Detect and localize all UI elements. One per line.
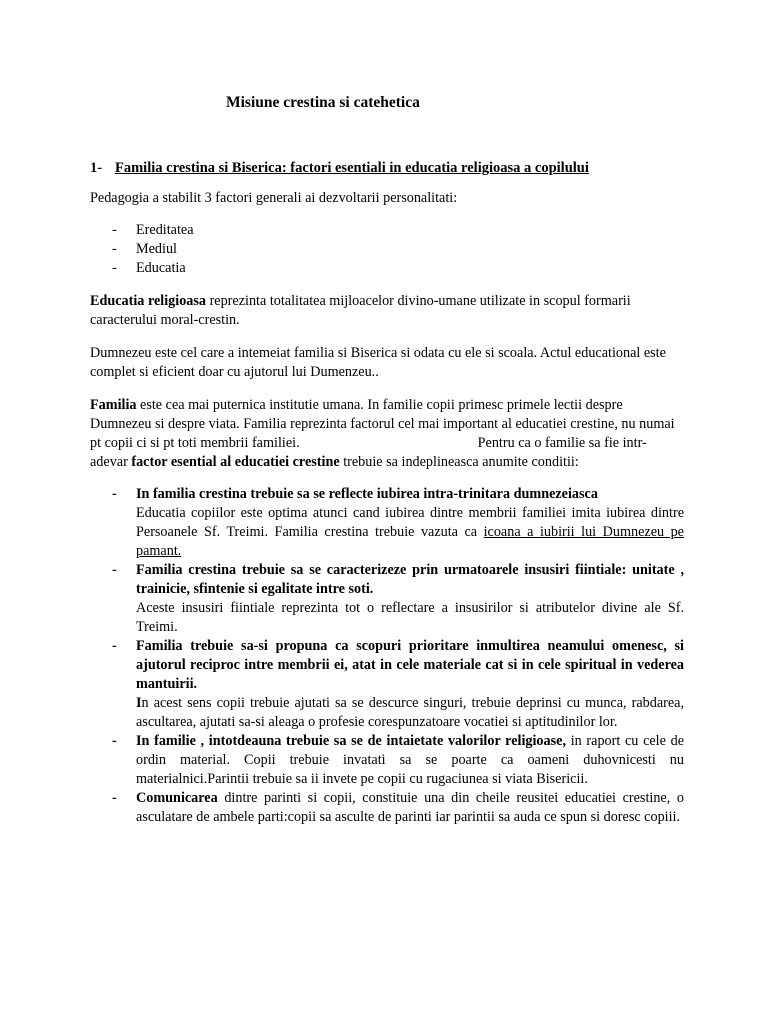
section-heading [90, 159, 684, 178]
list-item [90, 637, 684, 732]
factors-list [90, 221, 684, 278]
paragraph-text: reprezinta totalitatea mijloacelor divino-umane utilizate in scopul formarii caracterului moral-crestin. [90, 293, 631, 328]
condition-heading: - Familia trebuie sa-si propuna ca scopuri prioritare inmultirea neamului omenesc, si ajutorul reciproc intre membrii ei, atat in cele materiale cat si in cele spiritual in vederea mantuirii. [136, 638, 684, 692]
paragraph-bold-term: Educatia religioasa [90, 293, 207, 309]
paragraph-familia [90, 396, 684, 472]
document-title: Misiune crestina si catehetica [226, 94, 420, 111]
list-item: - Educatia [90, 259, 684, 278]
list-item [90, 732, 684, 789]
paragraph-dumnezeu: Dumnezeu este cel care a intemeiat familia si Biserica si odata cu ele si scoala. Actul educational este complet si eficient doar cu ajutorul lui Dumenzeu.. [90, 345, 666, 380]
paragraph-text: este cea mai puternica institutie umana. In familie copii primesc primele lectii despre Dumnezeu si despre viata. Familia reprezinta factorul cel mai important al educatiei crestine, nu numai pt copii ci si pt toti membrii familiei. [90, 397, 675, 451]
paragraph-text: trebuie sa indeplineasca anumite conditii: [339, 454, 579, 470]
condition-text: in raport cu cele de ordin material. Copii trebuie invatati sa se poarte ca oameni duhovnicesti nu materialnici.Parintii trebuie sa ii invete pe copii cu rugaciunea si viata Bisericii. [136, 733, 685, 787]
condition-text: Aceste insusiri fiintiale reprezinta tot o reflectare a insusirilor si atributelor divine ale Sf. Treimi. [136, 600, 684, 635]
section-heading-text: Familia crestina si Biserica: factori esentiali in educatia religioasa a copilului [115, 160, 589, 176]
condition-heading: In familie , intotdeauna trebuie sa se de intaietate valorilor religioase, [136, 733, 566, 749]
paragraph-text: Pentru ca o familie sa fie intr-adevar [90, 435, 647, 470]
condition-heading: Comunicarea [136, 790, 218, 806]
list-item [90, 561, 684, 637]
list-item [90, 485, 684, 561]
condition-bold-letter: I [136, 695, 142, 711]
condition-text: Educatia copiilor este optima atunci cand iubirea dintre membrii familiei imita iubirea dintre Persoanele Sf. Treimi. Familia crestina trebuie vazuta ca [136, 505, 684, 540]
condition-text: n acest sens copii trebuie ajutati sa se descurce singuri, trebuie deprinsi cu munca, rabdarea, ascultarea, ajutati sa-si aleaga o profesie corespunzatoare vocatiei si aptitudinilor lor. [136, 695, 684, 730]
list-item: - Mediul [90, 240, 684, 259]
list-item: - Ereditatea [90, 221, 684, 240]
condition-heading: - In familia crestina trebuie sa se reflecte iubirea intra-trinitara dumnezeiasca [136, 486, 598, 502]
section-number: 1- [90, 160, 103, 176]
intro-paragraph: Pedagogia a stabilit 3 factori generali ai dezvoltarii personalitati: [90, 190, 458, 206]
paragraph-bold-term: Familia [90, 397, 137, 413]
conditions-list [90, 485, 684, 827]
condition-heading: - Familia crestina trebuie sa se caracterizeze prin urmatoarele insusiri fiintiale: unitate , trainicie, sfintenie si egalitate intre soti. [136, 562, 684, 597]
condition-text: dintre parinti si copii, constituie una din cheile reusitei educatiei crestine, o asculatare de ambele parti:copii sa asculte de parinti iar parintii sa auda ce spun si doresc copiii. [136, 790, 684, 825]
paragraph-educatia [90, 292, 684, 330]
list-item [90, 789, 684, 827]
condition-underlined-text: icoana a iubirii lui Dumnezeu pe pamant. [136, 524, 684, 559]
paragraph-bold-term: factor esential al educatiei crestine [131, 454, 340, 470]
